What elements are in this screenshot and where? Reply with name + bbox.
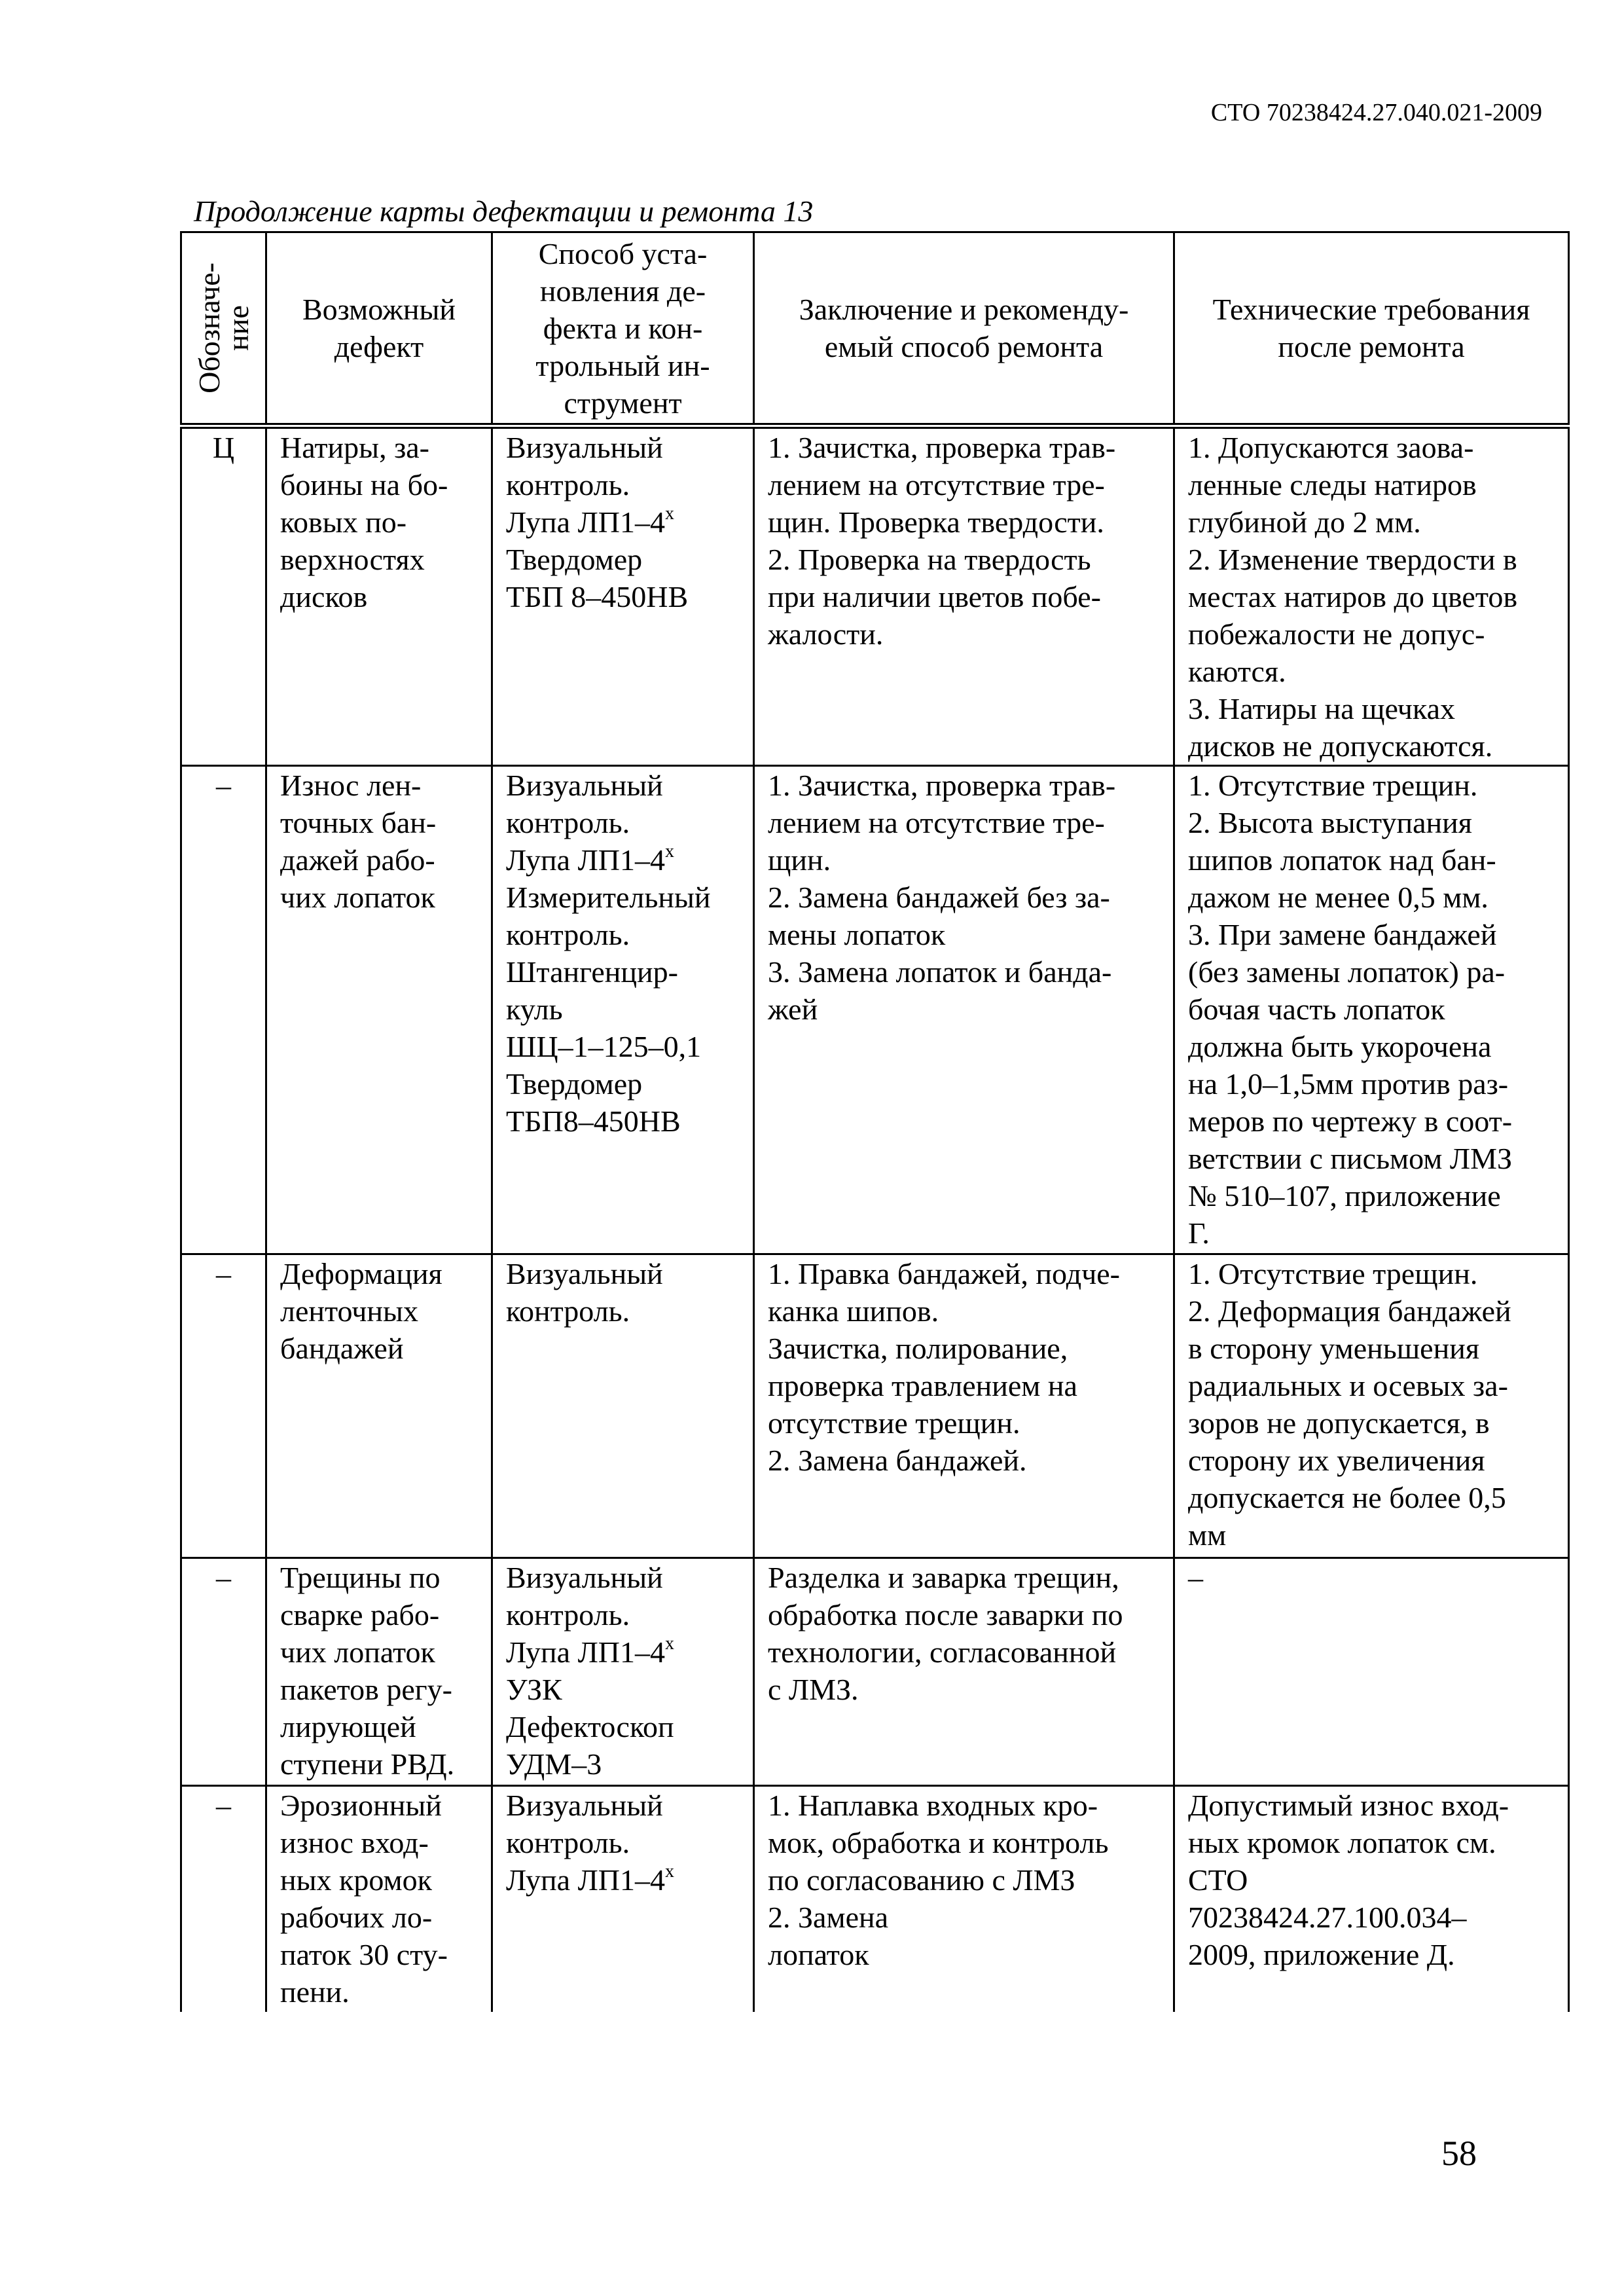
page-number: 58	[1441, 2134, 1477, 2173]
cell-designation: Ц	[181, 426, 266, 766]
cell-conclusion: 1. Зачистка, проверка трав- лением на отсутствие тре- щин. 2. Замена бандажей без за- мены лопаток 3. Замена лопаток и банда- жей	[754, 766, 1174, 1254]
cell-requirements: 1. Отсутствие трещин. 2. Высота выступания шипов лопаток над бан- дажом не менее 0,5 мм. 3. При замене бандажей (без замены лопаток) ра- бочая часть лопаток должна быть укорочена на 1,0–1,5мм против раз- меров по чертежу в соот- ветствии с письмом ЛМЗ № 510–107, приложение Г.	[1174, 766, 1569, 1254]
table-row	[181, 1786, 1569, 2013]
cell-designation: –	[181, 766, 266, 1254]
cell-method: Визуальный контроль. Лупа $ЛП1-4^х$ Измерительный контроль. Штангенцир- куль ШЦ–1–125–0,1 Твердомер ТБП8–450НВ	[492, 766, 754, 1254]
cell-method: Визуальный контроль. Лупа $ЛП1-4^х$ Твердомер ТБП 8–450НВ	[492, 426, 754, 766]
cell-defect: Износ лен- точных бан- дажей рабо- чих лопаток	[266, 766, 492, 1254]
cell-designation: –	[181, 1786, 266, 2013]
header-detection-method: Способ уста- новления де- фекта и кон- трольный ин- струмент	[492, 232, 754, 426]
cell-requirements: –	[1174, 1558, 1569, 1786]
cell-conclusion: 1. Зачистка, проверка трав- лением на отсутствие тре- щин. Проверка твердости. 2. Проверка на твердость при наличии цветов побе- жалости.	[754, 426, 1174, 766]
table-row	[181, 1558, 1569, 1786]
cell-method: Визуальный контроль.	[492, 1254, 754, 1558]
cell-defect: Натиры, за- боины на бо- ковых по- верхностях дисков	[266, 426, 492, 766]
header-possible-defect: Возможный дефект	[266, 232, 492, 426]
defect-repair-table	[180, 231, 1570, 2012]
table-row	[181, 766, 1569, 1254]
table-row	[181, 426, 1569, 766]
header-requirements: Технические требования после ремонта	[1174, 232, 1569, 426]
cell-conclusion: 1. Правка бандажей, подче- канка шипов. Зачистка, полирование, проверка травлением на отсутствие трещин. 2. Замена бандажей.	[754, 1254, 1174, 1558]
cell-defect: Деформация ленточных бандажей	[266, 1254, 492, 1558]
table-header-row	[181, 232, 1569, 426]
header-conclusion: Заключение и рекоменду- емый способ ремонта	[754, 232, 1174, 426]
cell-defect: Эрозионный износ вход- ных кромок рабочих ло- паток 30 сту- пени.	[266, 1786, 492, 2013]
cell-defect: Трещины по сварке рабо- чих лопаток пакетов регу- лирующей ступени РВД.	[266, 1558, 492, 1786]
cell-conclusion: Разделка и заварка трещин, обработка после заварки по технологии, согласованной с ЛМЗ.	[754, 1558, 1174, 1786]
cell-designation: –	[181, 1254, 266, 1558]
cell-conclusion: 1. Наплавка входных кро- мок, обработка и контроль по согласованию с ЛМЗ 2. Замена лопаток	[754, 1786, 1174, 2013]
table-row	[181, 1254, 1569, 1558]
cell-method: Визуальный контроль. Лупа $ЛП1-4^х$	[492, 1786, 754, 2013]
cell-method: Визуальный контроль. Лупа $ЛП1-4^х$ УЗК Дефектоскоп УДМ–3	[492, 1558, 754, 1786]
table-caption: Продолжение карты дефектации и ремонта 13	[194, 194, 814, 228]
cell-requirements: 1. Отсутствие трещин. 2. Деформация бандажей в сторону уменьшения радиальных и осевых за- зоров не допускается, в сторону их увеличения допускается не более 0,5 мм	[1174, 1254, 1569, 1558]
header-designation: Обозначе- ние	[181, 232, 266, 426]
cell-designation: –	[181, 1558, 266, 1786]
document-code: СТО 70238424.27.040.021-2009	[1210, 99, 1542, 126]
cell-requirements: 1. Допускаются заова- ленные следы натиров глубиной до 2 мм. 2. Изменение твердости в местах натиров до цветов побежалости не допус- каются. 3. Натиры на щечках дисков не допускаются.	[1174, 426, 1569, 766]
cell-requirements: Допустимый износ вход- ных кромок лопаток см. СТО 70238424.27.100.034– 2009, приложение Д.	[1174, 1786, 1569, 2013]
